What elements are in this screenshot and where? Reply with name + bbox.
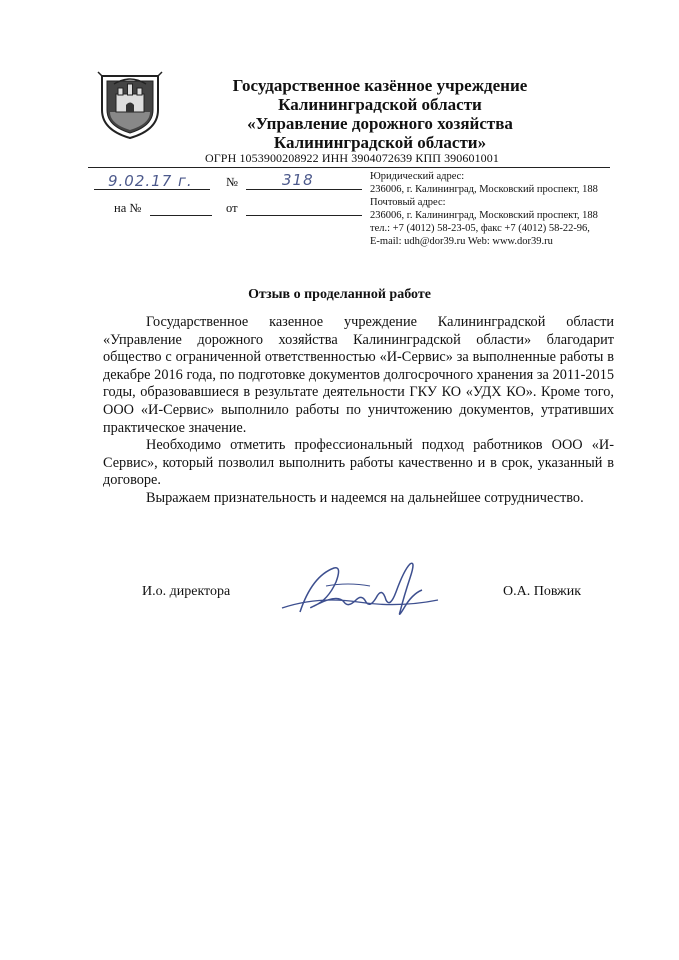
org-requisites: ОГРН 1053900208922 ИНН 3904072639 КПП 390601001	[205, 151, 499, 165]
reference-underline	[150, 214, 212, 216]
email-web: E-mail: udh@dor39.ru Web: www.dor39.ru	[370, 236, 553, 247]
handwritten-date: 9.02.17 г.	[108, 172, 193, 190]
organization-name	[200, 76, 560, 152]
body-paragraph: Государственное казенное учреждение Калининградской области «Управление дорожного хозяйства Калининградской области» благодарит общество с ограниченной ответственностью «И-Сервис» за выполненные работы в декабре 2016 года, по подготовке документов долгосрочного хранения за 2011-2015 годы, образовавшиеся в результате деятельности ГКУ КО «УДХ КО». Кроме того, ООО «И-Сервис» выполнило работы по уничтожению документов, утративших практическое значение.	[103, 314, 614, 436]
document-title: Отзыв о проделанной работе	[248, 287, 431, 302]
document-body	[103, 314, 614, 508]
reference-from-underline	[246, 214, 362, 216]
signatory-role: И.о. директора	[142, 584, 231, 599]
date-underline	[94, 188, 210, 190]
address-block	[370, 170, 610, 248]
legal-address-label: Юридический адрес:	[370, 171, 465, 182]
org-line: Калининградской области	[278, 95, 482, 114]
org-line: «Управление дорожного хозяйства	[247, 114, 513, 133]
number-label: №	[226, 175, 238, 189]
postal-address: 236006, г. Калининград, Московский проспект, 188	[370, 210, 598, 221]
body-paragraph: Выражаем признательность и надеемся на дальнейшее сотрудничество.	[146, 489, 584, 506]
coat-of-arms-icon	[96, 70, 164, 140]
legal-address: 236006, г. Калининград, Московский проспект, 188	[370, 184, 598, 195]
header-divider	[88, 167, 610, 168]
number-underline	[246, 188, 362, 190]
postal-address-label: Почтовый адрес:	[370, 197, 446, 208]
handwritten-signature-icon	[278, 556, 448, 626]
contact-phones: тел.: +7 (4012) 58-23-05, факс +7 (4012) 58-22-96,	[370, 223, 590, 234]
reference-label: на №	[114, 201, 142, 215]
reference-from-label: от	[226, 201, 238, 215]
handwritten-number: 318	[282, 171, 314, 189]
signatory-name: О.А. Повжик	[503, 584, 582, 599]
body-paragraph: Необходимо отметить профессиональный подход работников ООО «И-Сервис», который позволил выполнить работы качественно и в срок, указанный в договоре.	[103, 437, 614, 489]
org-line: Государственное казённое учреждение	[232, 76, 528, 95]
org-line: Калининградской области»	[273, 133, 487, 152]
